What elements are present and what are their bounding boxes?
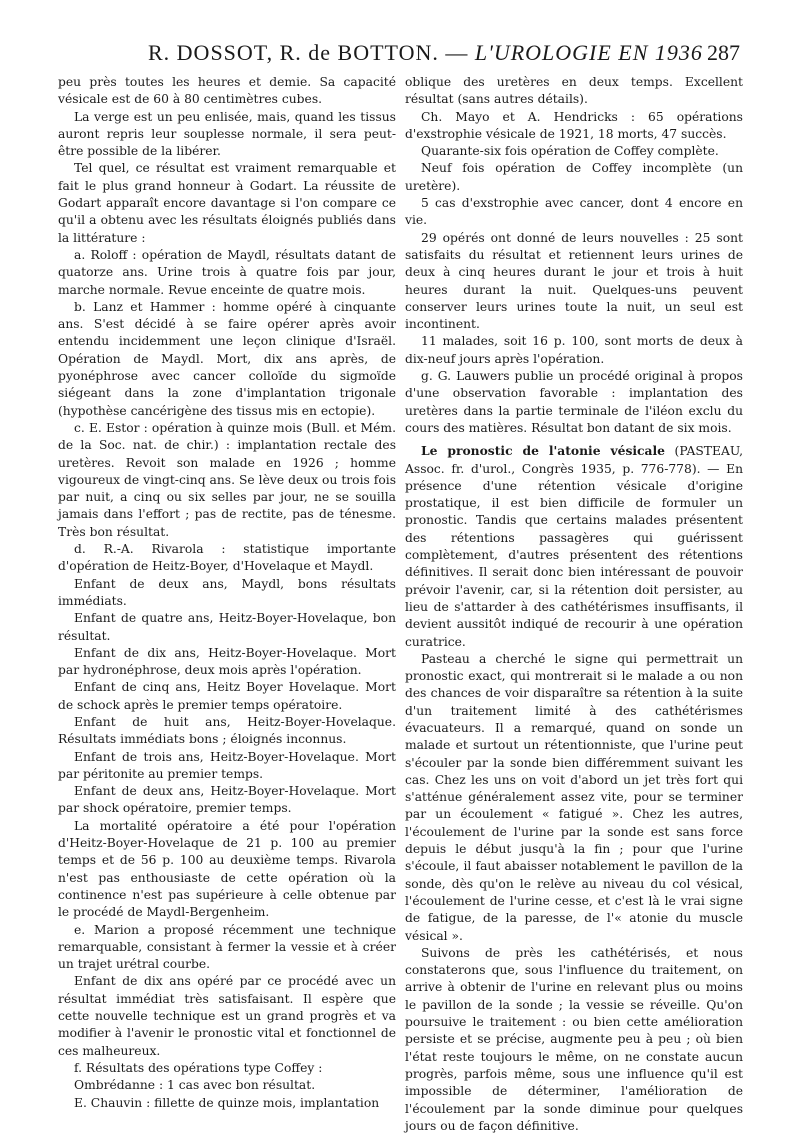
paragraph: oblique des uretères en deux temps. Excellent résultat (sans autres détails). [405,75,743,107]
paragraph: Enfant de cinq ans, Heitz Boyer Hovelaque. Mort de schock après le premier temps opératoire. [58,680,396,712]
header-dash: — [438,40,475,65]
paragraph: Ombrédanne : 1 cas avec bon résultat. [74,1078,316,1093]
paragraph: Tel quel, ce résultat est vraiment remarquable et fait le plus grand honneur à Godart. La réussite de Godart apparaît encore davantage si l'on compare ce qu'il a obtenu avec les résultats éloignés publiés dans la littérature : [58,161,396,245]
paragraph: e. Marion a proposé récemment une technique remarquable, consistant à fermer la vessie et à créer un trajet urétral courbe. [58,922,396,972]
section-heading: Le pronostic de l'atonie vésicale [421,443,665,459]
paragraph: E. Chauvin : fillette de quinze mois, implantation [74,1095,380,1110]
section-citation: (PASTEAU, Assoc. fr. d'urol., Congrès 1935, p. 776-778). — En présence d'une rétention vésicale d'origine prostatique, il est bien difficile de formuler un pronostic. Tandis que certains malades présentent des rétentions passagères qui guérissent complètement, d'autres présentent des rétentions définitives. Il serait donc bien intéressant de pouvoir prévoir l'avenir, car, si la rétention doit persister, au lieu de s'attarder à des cathétérismes insuffisants, il devient aussitôt indiqué de recourir à une opération curatrice. [405,444,743,649]
paragraph: a. Roloff : opération de Maydl, résultats datant de quatorze ans. Urine trois à quatre fois par jour, marche normale. Revue enceinte de quatre mois. [58,247,396,297]
header-journal: L'UROLOGIE EN 1936 [474,40,703,65]
header-authors: R. DOSSOT, R. de BOTTON. [148,40,439,65]
paragraph: g. G. Lauwers publie un procédé original à propos d'une observation favorable : implantation des uretères dans la partie terminale de l'iléon exclu du cours des matières. Résultat bon datant de six mois. [405,369,743,435]
header-title [148,40,703,66]
paragraph: La verge est un peu enlisée, mais, quand les tissus auront repris leur souplesse normale, il sera peut-être possible de la libérer. [58,109,396,159]
paragraph: Enfant de deux ans, Maydl, bons résultats immédiats. [58,576,396,608]
paragraph: La mortalité opératoire a été pour l'opération d'Heitz-Boyer-Hovelaque de 21 p. 100 au premier temps et de 56 p. 100 au deuxième temps. Rivarola n'est pas enthousiaste de cette opération où la continence n'est pas supérieure à celle obtenue par le procédé de Maydl-Bergenheim. [58,818,396,920]
paragraph: Enfant de dix ans, Heitz-Boyer-Hovelaque. Mort par hydronéphrose, deux mois après l'opération. [58,645,396,678]
paragraph: Quarante-six fois opération de Coffey complète. [421,144,719,159]
paragraph: Enfant de dix ans opéré par ce procédé avec un résultat immédiat très satisfaisant. Il espère que cette nouvelle technique est un grand progrès et va modifier à l'avenir le pronostic vital et fonctionnel de ces malheureux. [58,974,396,1058]
paragraph: Suivons de près les cathétérisés, et nous constaterons que, sous l'influence du traitement, on arrive à obtenir de l'urine en relevant plus ou moins le pavillon de la sonde ; la vessie se réveille. Qu'on poursuive le traitement : ou bien cette amélioration persiste et se précise, augmente peu à peu ; où bien l'état reste toujours le même, on ne constate aucun progrès, parfois même, sous une influence qu'il est impossible de déterminer, l'amélioration de l'écoulement par la sonde diminue pour quelques jours ou de façon définitive. [405,945,743,1133]
paragraph: d. R.-A. Rivarola : statistique importante d'opération de Heitz-Boyer, d'Hovelaque et Maydl. [58,542,396,574]
paragraph: Enfant de huit ans, Heitz-Boyer-Hovelaque. Résultats immédiats bons ; éloignés inconnus. [58,714,396,747]
paragraph: Enfant de quatre ans, Heitz-Boyer-Hovelaque, bon résultat. [58,611,396,643]
paragraph: 11 malades, soit 16 p. 100, sont morts de deux à dix-neuf jours après l'opération. [405,334,743,366]
paragraph: peu près toutes les heures et demie. Sa capacité vésicale est de 60 à 80 centimètres cubes. [58,75,396,107]
paragraph: 29 opérés ont donné de leurs nouvelles : 25 sont satisfaits du résultat et retiennent leurs urines de deux à cinq heures durant le jour et trois à huit heures durant la nuit. Quelques-uns peuvent conserver leurs urines toute la nuit, un seul est incontinent. [405,230,743,332]
paragraph: f. Résultats des opérations type Coffey : [74,1060,323,1075]
paragraph: c. E. Estor : opération à quinze mois (Bull. et Mém. de la Soc. nat. de chir.) : implantation rectale des uretères. Revoit son malade en 1926 ; homme vigoureux de vingt-cinq ans. Se lève deux ou trois fois par nuit, a cinq ou six selles par jour, ne se souilla jamais dans l'effort ; pas de rectite, pas de ténesme. Très bon résultat. [58,420,396,539]
page-number: 287 [707,40,740,65]
paragraph: Enfant de trois ans, Heitz-Boyer-Hovelaque. Mort par péritonite au premier temps. [58,749,396,781]
paragraph: Neuf fois opération de Coffey incomplète (un uretère). [405,161,743,193]
left-column [58,74,396,1112]
paragraph: Enfant de deux ans, Heitz-Boyer-Hovelaque. Mort par shock opératoire, premier temps. [58,784,396,816]
paragraph: 5 cas d'exstrophie avec cancer, dont 4 encore en vie. [405,196,743,228]
section-paragraph [405,442,743,651]
paragraph: b. Lanz et Hammer : homme opéré à cinquante ans. S'est décidé à se faire opérer après avoir entendu incidemment une leçon clinique d'Israël. Opération de Maydl. Mort, dix ans après, de pyonéphrose avec cancer colloïde du sigmoïde siégeant dans la zone d'implantation trigonale (hypothèse cancérigène des tissus mis en ectopie). [58,299,396,418]
paragraph: Pasteau a cherché le signe qui permettrait un pronostic exact, qui montrerait si le malade a ou non des chances de voir disparaître sa rétention à la suite d'un traitement limité à des cathétérismes évacuateurs. Il a remarqué, quand on sonde un malade et surtout un rétentionniste, que l'urine peut s'écouler par la sonde bien différemment suivant les cas. Chez les uns on voit d'abord un jet très fort qui s'atténue généralement assez vite, pour se terminer par un écoulement « fatigué ». Chez les autres, l'écoulement de l'urine par la sonde est sans force depuis le début jusqu'à la fin ; pour que l'urine s'écoule, il faut abaisser notablement le pavillon de la sonde, dès qu'on le relève au niveau du col vésical, l'écoulement de l'urine cesse, et c'est là le vrai signe de fatigue, de la paresse, de l'« atonie du muscle vésical ». [405,651,743,943]
right-column [405,74,743,1135]
running-header [60,40,740,70]
paragraph: Ch. Mayo et A. Hendricks : 65 opérations d'exstrophie vésicale de 1921, 18 morts, 47 succès. [405,109,743,141]
